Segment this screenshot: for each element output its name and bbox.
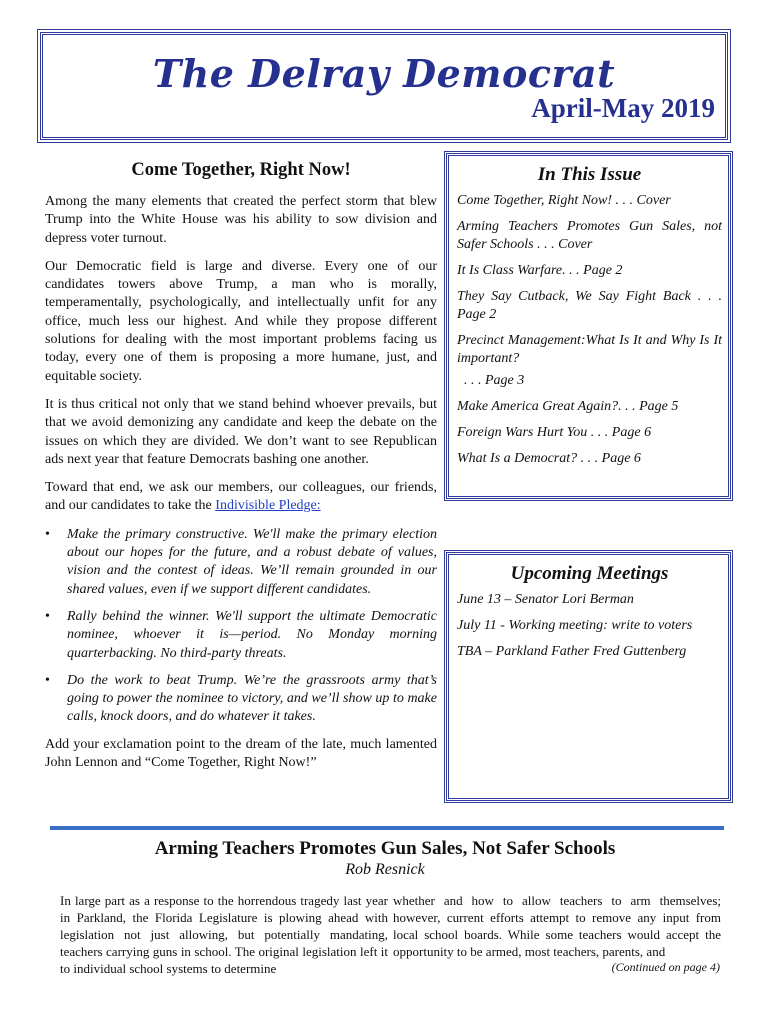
indivisible-pledge-link[interactable]: Indivisible Pledge: <box>215 498 321 514</box>
meeting-item: June 13 – Senator Lori Berman <box>457 592 634 607</box>
lead-paragraph-1: Among the many elements that created the perfect storm that blew Trump into the White House was his ability to sow division and depress voter turnout. <box>45 194 437 246</box>
lead-paragraph-3: It is thus critical not only that we stand behind whoever prevails, but that we avoid demonizing any candidate and keep the debate on the issues on which they are divided. We don’t want to see Republican ads next year that feature Democrats bashing one another. <box>45 396 437 467</box>
upcoming-meetings-heading: Upcoming Meetings <box>510 563 669 584</box>
issue-item: Foreign Wars Hurt You . . . Page 6 <box>457 425 652 440</box>
issue-item: . . . Page 3 <box>457 373 525 388</box>
meeting-item: TBA – Parkland Father Fred Guttenberg <box>457 644 687 659</box>
upcoming-meetings-box <box>448 554 729 799</box>
issue-date: April-May 2019 <box>531 93 715 123</box>
in-this-issue-box <box>448 155 729 497</box>
section-divider <box>50 826 724 830</box>
lead-article <box>45 160 437 782</box>
lead-closing: Add your exclamation point to the dream of the late, much lamented John Lennon and “Come Together, Right Now!” <box>45 736 437 771</box>
in-this-issue-heading: In This Issue <box>537 164 642 185</box>
lead-paragraph-4-text: Toward that end, we ask our members, our colleagues, our friends, and our candidates to take the <box>45 480 437 514</box>
issue-item: What Is a Democrat? . . . Page 6 <box>457 451 641 466</box>
pledge-item: • Rally behind the winner. We'll support the ultimate Democratic nominee, whoever it is—period. No Monday morning quarterbacking. No third-party threats. <box>45 608 437 663</box>
masthead <box>40 32 728 140</box>
pledge-item: • Do the work to beat Trump. We’re the grassroots army that’s going to power the nominee to victory, and we’ll show up to make calls, knock doors, and do whatever it takes. <box>45 672 437 727</box>
issue-item: Precinct Management:What Is It and Why Is It important? <box>457 333 722 366</box>
issue-item: Come Together, Right Now! . . . Cover <box>457 193 671 208</box>
lead-paragraph-2: Our Democratic field is large and diverse. Every one of our candidates towers above Trump, a man who is morally, temperamentally, psychologically, and intellectually unfit for any office, much less our highest. And while they propose different solutions for dealing with the most important problems facing us today, every one of them is proposing a more humane, just, and equitable society. <box>45 258 437 384</box>
issue-item: Arming Teachers Promotes Gun Sales, not Safer Schools . . . Cover <box>457 219 722 252</box>
meeting-item: July 11 - Working meeting: write to voters <box>457 618 693 633</box>
issue-item: They Say Cutback, We Say Fight Back . . . Page 2 <box>457 289 722 322</box>
article-column-1: In large part as a response to the horrendous tragedy last year in Parkland, the Florida Legislature is plowing ahead with legislation not just allowing, but potentially mandating, teachers carrying guns in school. The original legislation left it to individual school systems to determine <box>60 893 388 976</box>
issue-item: It Is Class Warfare. . . Page 2 <box>457 263 623 278</box>
lead-heading: Come Together, Right Now! <box>131 160 351 180</box>
newsletter-title: The Delray Democrat <box>152 51 616 96</box>
article-title: Arming Teachers Promotes Gun Sales, Not Safer Schools <box>154 838 616 859</box>
lead-paragraph-4 <box>45 479 437 516</box>
article-column-2: whether and how to allow teachers to arm themselves; however, current efforts attempt to remove any input from local school boards. While some teachers would accept the opportunity to be armed, most teachers, parents, and <box>393 893 721 959</box>
pledge-item: • Make the primary constructive. We'll make the primary election about our hopes for the future, and a robust debate of values, vision and the contest of ideas. We’ll remain grounded in our shared values, even if we support different candidates. <box>45 526 437 599</box>
article-byline: Rob Resnick <box>345 861 425 878</box>
pledge-list <box>45 526 437 727</box>
issue-item: Make America Great Again?. . . Page 5 <box>457 399 679 414</box>
continued-note: (Continued on page 4) <box>611 960 720 974</box>
